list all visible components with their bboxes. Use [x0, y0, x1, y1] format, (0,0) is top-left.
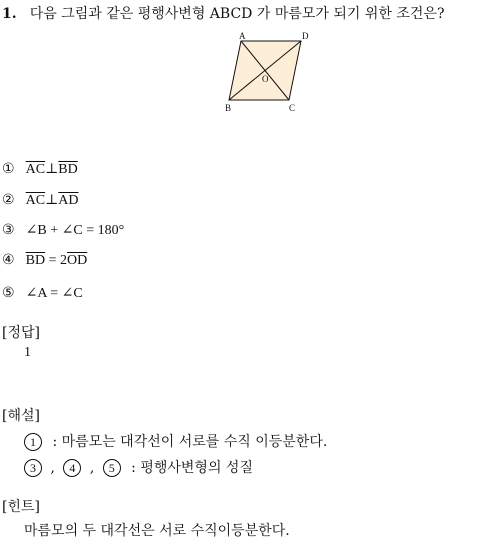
option-text: ∠A = ∠C — [25, 286, 83, 301]
parallelogram-figure — [222, 30, 322, 114]
explanation-line-2: 3 , 4 , 5 : 평행사변형의 성질 — [24, 457, 253, 477]
vertex-label-b: B — [225, 103, 232, 113]
hint-text: 마름모의 두 대각선은 서로 수직이등분한다. — [24, 523, 290, 539]
circled-number: 1 — [24, 433, 42, 451]
question — [2, 3, 444, 23]
answer-value: 1 — [24, 345, 31, 360]
option-marker: ① — [2, 161, 15, 177]
vertex-label-a: A — [239, 31, 246, 41]
option-text: ∠B + ∠C = 180° — [25, 223, 125, 238]
option-marker: ⑤ — [2, 285, 15, 301]
option-4[interactable]: ④ $\overline{BD} = 2\overline{OD}$ — [2, 252, 88, 268]
option-marker: ③ — [2, 222, 15, 238]
circled-number: 3 — [24, 459, 42, 477]
option-marker: ④ — [2, 252, 15, 268]
option-2[interactable]: ② $\overline{AC}\perp\overline{AD}$ — [2, 192, 79, 208]
explanation-heading: [해설] — [2, 408, 40, 424]
question-number: 1. — [2, 6, 17, 22]
circled-number: 4 — [63, 459, 81, 477]
vertex-label-c: C — [289, 103, 296, 113]
vertex-label-d: D — [302, 31, 309, 41]
option-marker: ② — [2, 192, 15, 208]
circled-number: 5 — [103, 459, 121, 477]
explanation-line-1: 1 : 마름모는 대각선이 서로를 수직 이등분한다. — [24, 431, 327, 451]
option-3[interactable] — [2, 219, 124, 239]
hint-heading: [힌트] — [2, 499, 40, 515]
center-label-o: O — [262, 74, 269, 84]
question-text: 다음 그림과 같은 평행사변형 ABCD 가 마름모가 되기 위한 조건은? — [29, 6, 445, 22]
option-5[interactable] — [2, 282, 83, 302]
answer-heading: [정답] — [2, 325, 40, 341]
option-1[interactable]: ① $\overline{AC}\perp\overline{BD}$ — [2, 161, 78, 177]
